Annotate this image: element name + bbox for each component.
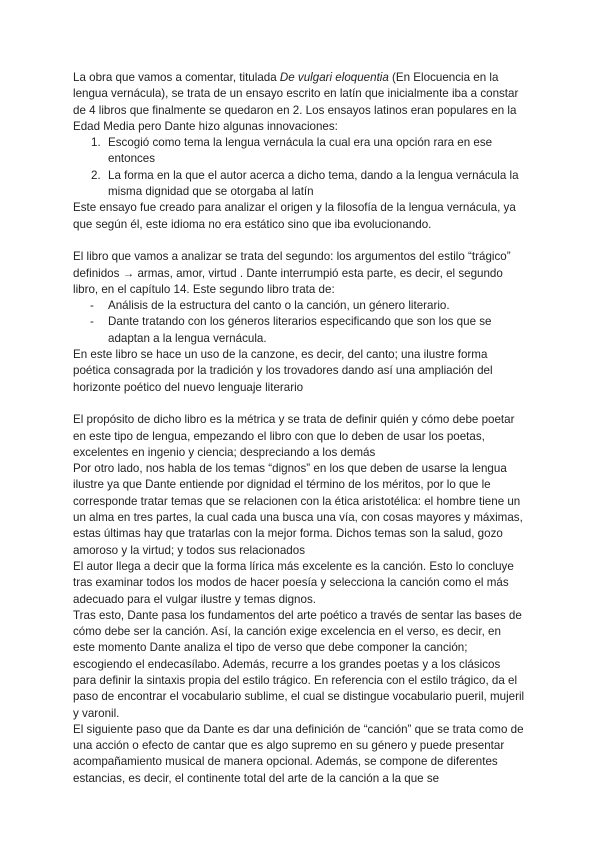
canzone-paragraph: En este libro se hace un uso de la canzone, es decir, del canto; una ilustre forma poética consagrada por la tradición y los trovadores dando así una ampliación del horizonte poético del nuevo lenguaje literario bbox=[73, 348, 493, 394]
intro-text-before: La obra que vamos a comentar, titulada bbox=[73, 71, 280, 84]
essay-purpose-paragraph: Este ensayo fue creado para analizar el origen y la filosofía de la lengua vernácula, ya que según él, este idioma no era estático sino que iba evolucionando. bbox=[73, 201, 516, 231]
list-item bbox=[73, 298, 525, 314]
list-item bbox=[73, 314, 525, 347]
list-number: 1. bbox=[91, 136, 101, 150]
poetic-foundations-paragraph: Tras esto, Dante pasa los fundamentos del arte poético a través de sentar las bases de cómo debe ser la canción. Así, la canción exige excelencia en el verso, es decir, en este momento Dante analiza el tipo de verso que debe componer la canción; escogiendo el endecasílabo. Además, recurre a los grandes poetas y a los clásicos para definir la sintaxis propia del estilo trágico. En referencia con el estilo trágico, da el paso de encontrar el vocabulario sublime, el cual se distingue vocabulario pueril, mujeril y varonil. bbox=[73, 608, 525, 720]
list-item bbox=[73, 168, 525, 201]
list-dash: - bbox=[90, 315, 94, 329]
list-item-text: Dante tratando con los géneros literarios especificando que son los que se adaptan a la lengua vernácula. bbox=[108, 315, 492, 345]
list-number: 2. bbox=[91, 168, 101, 182]
second-book-paragraph: El libro que vamos a analizar se trata del segundo: los argumentos del estilo “trágico” definidos → armas, amor, virtud . Dante interrumpió esta parte, es decir, el segundo libro, en el capítulo 14. Este segundo libro trata de: bbox=[73, 250, 511, 296]
intro-paragraph bbox=[73, 70, 525, 135]
list-dash: - bbox=[90, 299, 94, 313]
intro-text-after: (En Elocuencia en la lengua vernácula), se trata de un ensayo escrito en latín que inicialmente iba a constar de 4 libros que finalmente se quedaron en 2. Los ensayos latinos eran populares en la Edad Media pero Dante hizo algunas innovaciones: bbox=[73, 71, 519, 133]
innovations-list bbox=[73, 135, 525, 200]
paragraph-gap bbox=[73, 396, 525, 412]
paragraph-gap bbox=[73, 233, 525, 249]
worthy-themes-paragraph: Por otro lado, nos habla de los temas “dignos” en los que deben de usarse la lengua ilustre ya que Dante entiende por dignidad el término de los méritos, por lo que le corresponde tratar temas que se relacionen con la ética aristotélica: el hombre tiene un un alma en tres partes, la cual cada una busca una vía, con cosas mayores y máximas, estas últimas hay que tratarlas con la mejor forma. Dichos temas son la salud, gozo amoroso y la virtud; y todos sus relacionados bbox=[73, 462, 523, 557]
song-definition-paragraph: El siguiente paso que da Dante es dar una definición de “canción” que se trata como de una acción o efecto de cantar que es algo supremo en su género y puede presentar acompañamiento musical de manera opcional. Además, se compone de diferentes estancias, es decir, el continente total del arte de la canción a la que se bbox=[73, 722, 524, 785]
lyric-form-paragraph: El autor llega a decir que la forma lírica más excelente es la canción. Esto lo concluye tras examinar todos los modos de hacer poesía y selecciona la canción como el más adecuado para el vulgar ilustre y temas dignos. bbox=[73, 559, 514, 606]
work-title: De vulgari eloquentia bbox=[279, 71, 389, 84]
list-item bbox=[73, 135, 525, 168]
list-item-text: La forma en la que el autor acerca a dicho tema, dando a la lengua vernácula la misma dignidad que se otorgaba al latín bbox=[108, 168, 519, 199]
document-page bbox=[73, 70, 525, 787]
purpose-paragraph: El propósito de dicho libro es la métrica y se trata de definir quién y cómo debe poetar en este tipo de lengua, empezando el libro con que lo deben de usar los poetas, excelentes en ingenio y ciencia; despreciando a los demás bbox=[73, 413, 515, 459]
second-book-topics-list bbox=[73, 298, 525, 347]
list-item-text: Escogió como tema la lengua vernácula la cual era una opción rara en ese entonces bbox=[108, 136, 493, 166]
list-item-text: Análisis de la estructura del canto o la canción, un género literario. bbox=[108, 299, 450, 313]
